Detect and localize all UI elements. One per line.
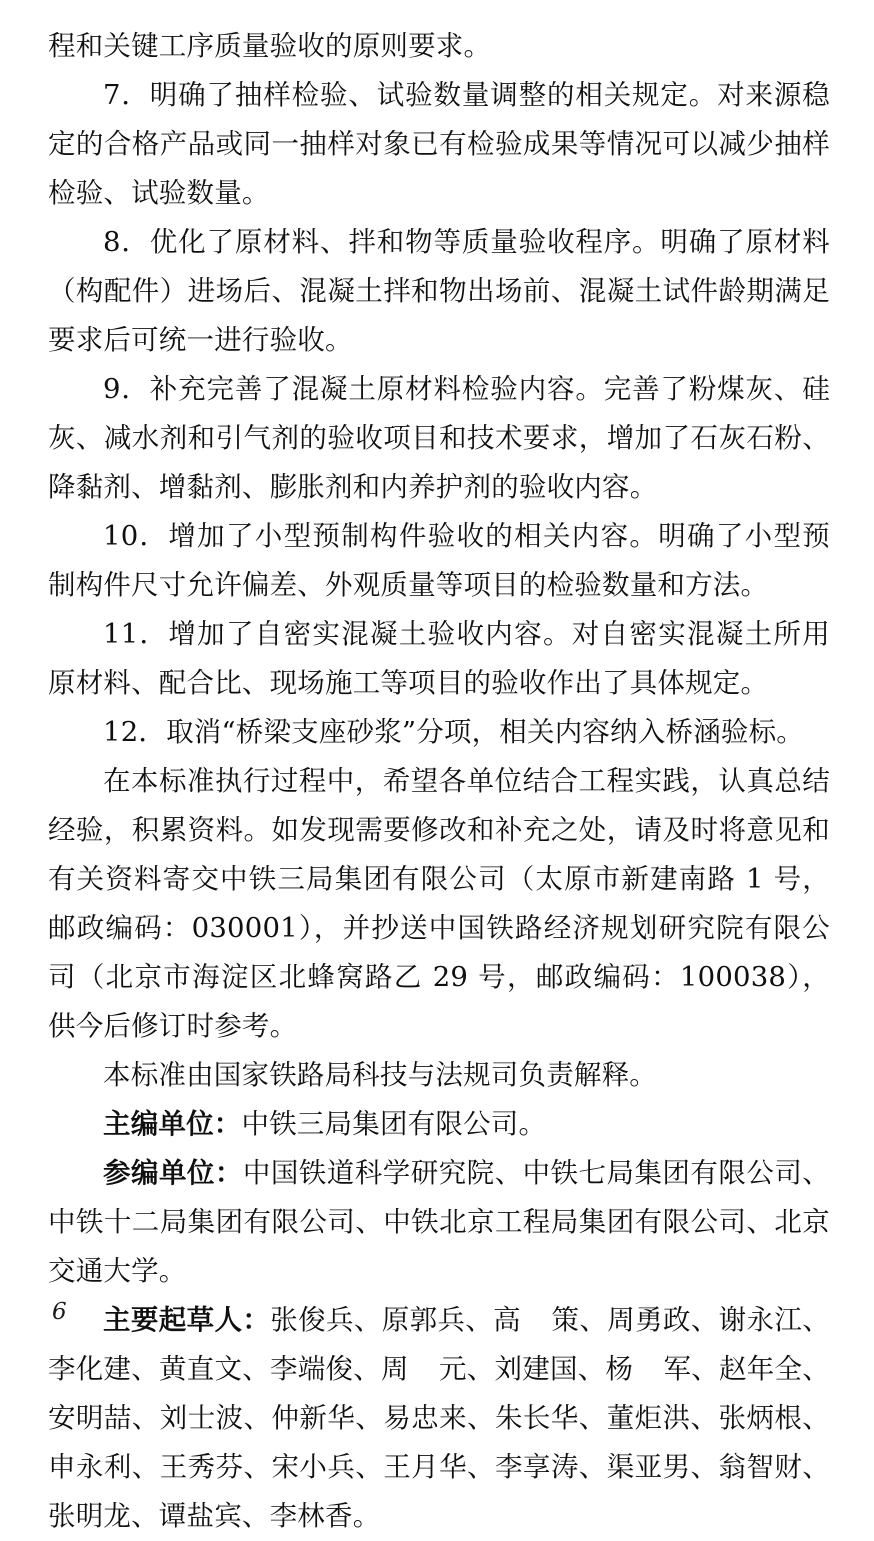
main-drafters-part-4: 军、赵年全、安明喆、刘士波、仲新华、易忠来、朱长华、董炬洪、张炳根、申永利、王秀芬、宋小兵、王月华、李享涛、渠亚男、翁智财、张明龙、谭盐宾、李林香。 xyxy=(48,1353,830,1532)
main-drafters xyxy=(48,1296,830,1541)
credit-chief-editor-label: 主编单位： xyxy=(103,1108,242,1140)
page-body xyxy=(48,22,830,1541)
paragraph-item-7: 7．明确了抽样检验、试验数量调整的相关规定。对来源稳定的合格产品或同一抽样对象已有检验成果等情况可以减少抽样检验、试验数量。 xyxy=(48,79,830,209)
credit-chief-editor xyxy=(48,1100,830,1149)
paragraph-item-11: 11．增加了自密实混凝土验收内容。对自密实混凝土所用原材料、配合比、现场施工等项目的验收作出了具体规定。 xyxy=(48,618,830,699)
main-drafters-label: 主要起草人： xyxy=(103,1304,271,1336)
credit-participating-editors-label: 参编单位： xyxy=(103,1157,243,1189)
paragraph-item-9: 9．补充完善了混凝土原材料检验内容。完善了粉煤灰、硅灰、减水剂和引气剂的验收项目和技术要求，增加了石灰石粉、降黏剂、增黏剂、膨胀剂和内养护剂的验收内容。 xyxy=(48,373,830,503)
credit-chief-editor-value: 中铁三局集团有限公司。 xyxy=(241,1108,547,1140)
main-drafters-part-3: 元、刘建国、杨 xyxy=(438,1353,634,1385)
paragraph-interpretation: 本标准由国家铁路局科技与法规司负责解释。 xyxy=(103,1059,657,1091)
paragraph-continued-top: 程和关键工序质量验收的原则要求。 xyxy=(48,30,492,62)
page-number: 6 xyxy=(52,1299,67,1325)
paragraph-item-10: 10．增加了小型预制构件验收的相关内容。明确了小型预制构件尺寸允许偏差、外观质量等项目的检验数量和方法。 xyxy=(48,520,830,601)
credit-participating-editors xyxy=(48,1149,830,1296)
paragraph-item-12: 12．取消“桥梁支座砂浆”分项，相关内容纳入桥涵验标。 xyxy=(103,716,805,748)
credit-participating-editors-value: 中国铁道科学研究院、中铁七局集团有限公司、中铁十二局集团有限公司、中铁北京工程局集团有限公司、北京交通大学。 xyxy=(48,1157,830,1287)
paragraph-feedback: 在本标准执行过程中，希望各单位结合工程实践，认真总结经验，积累资料。如发现需要修改和补充之处，请及时将意见和有关资料寄交中铁三局集团有限公司（太原市新建南路 1 号，邮政编码：030001），并抄送中国铁路经济规划研究院有限公司（北京市海淀区北蜂窝路乙 29 号，邮政编码：100038），供今后修订时参考。 xyxy=(48,765,830,1042)
main-drafters-part-1: 张俊兵、原郭兵、高 xyxy=(270,1304,522,1336)
main-drafters-part-2: 策、周勇政、谢永江、李化建、黄直文、李端俊、周 xyxy=(48,1304,830,1385)
paragraph-item-8: 8．优化了原材料、拌和物等质量验收程序。明确了原材料（构配件）进场后、混凝土拌和物出场前、混凝土试件龄期满足要求后可统一进行验收。 xyxy=(48,226,830,356)
